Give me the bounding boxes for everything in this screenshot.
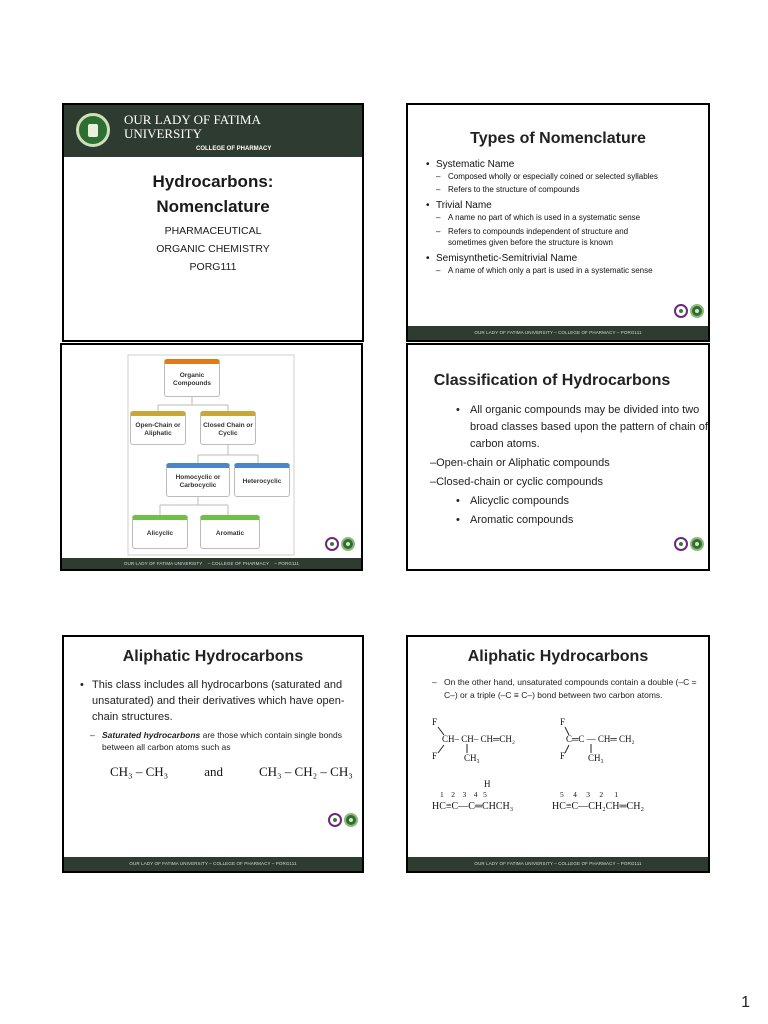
slide-logos xyxy=(674,304,704,318)
slide-title-text xyxy=(64,169,362,219)
fluorine-top: F xyxy=(432,717,438,727)
subtitle-line-2: ORGANIC CHEMISTRY xyxy=(156,243,270,255)
intro-dash: – On the other hand, unsaturated compounds contain a double (–C = C–) or a triple (–C ≡ C–) bond between two carbon atoms. xyxy=(422,676,710,702)
slide-logos xyxy=(674,537,704,551)
ethane-formula: CH₃ – CH₃ xyxy=(110,764,169,779)
university-logo-icon xyxy=(690,537,704,551)
structure-chain: CH– CH– CH═CH₂ xyxy=(442,734,516,744)
slide-footer: OUR LADY OF FATIMA UNIVERSITY – COLLEGE OF PHARMACY – PORG111 xyxy=(408,326,708,340)
page-number: 1 xyxy=(741,994,750,1011)
fluorine-bottom: F xyxy=(560,751,566,761)
slide-heading: Classification of Hydrocarbons xyxy=(433,372,671,389)
slide-footer: OUR LADY OF FATIMA UNIVERSITY – COLLEGE OF PHARMACY – PORG111 xyxy=(62,558,361,569)
subtitle-line-1: PHARMACEUTICAL xyxy=(164,225,262,237)
slide-classification-chart xyxy=(60,343,363,571)
emphasis-term: Saturated hydrocarbons xyxy=(102,730,201,740)
university-logo-icon xyxy=(344,813,358,827)
nomenclature-list xyxy=(426,159,710,276)
college-name: COLLEGE OF PHARMACY xyxy=(196,146,272,152)
slide-heading: Aliphatic Hydrocarbons xyxy=(467,648,649,665)
node-organic-compounds: Organic Compounds xyxy=(164,359,220,397)
bullet-semisynthetic: • Semisynthetic-Semitrivial Name xyxy=(426,253,710,264)
title-line-1: Hydrocarbons: xyxy=(152,172,274,191)
slide-logos xyxy=(328,813,358,827)
formula: HC≡C—C═CHCH₃ xyxy=(432,801,514,812)
bullet-intro: • All organic compounds may be divided into two broad classes based upon the pattern of chain of carbon atoms. xyxy=(456,402,710,453)
methyl-group: CH₃ xyxy=(464,753,480,763)
slide-footer: OUR LADY OF FATIMA UNIVERSITY – COLLEGE OF PHARMACY – PORG111 xyxy=(408,857,708,871)
node-heterocyclic: Heterocyclic xyxy=(234,463,290,497)
node-closed-chain: Closed Chain or Cyclic xyxy=(200,411,256,445)
fluorine-bottom: F xyxy=(432,751,438,761)
fluorine-top: F xyxy=(560,717,566,727)
structure-3 xyxy=(432,779,562,829)
subtitle-line-3: PORG111 xyxy=(189,261,237,273)
slide-types-of-nomenclature xyxy=(406,103,710,342)
node-aromatic: Aromatic xyxy=(200,515,260,549)
university-logo-icon xyxy=(341,537,355,551)
university-header xyxy=(64,105,362,157)
formula-row xyxy=(110,764,360,780)
slide-aliphatic-saturated xyxy=(62,635,364,873)
bullet-intro: • This class includes all hydrocarbons (saturated and unsaturated) and their derivatives which have open-chain structures. xyxy=(80,677,364,725)
aliphatic-body xyxy=(80,677,364,753)
slide-logos xyxy=(325,537,355,551)
methyl-group: CH₃ xyxy=(588,753,604,763)
bullet-alicyclic: • Alicyclic compounds xyxy=(456,493,710,510)
sub-bullet: – A name of which only a part is used in a systematic sense xyxy=(426,266,710,276)
classification-body xyxy=(430,402,710,529)
node-homocyclic: Homocyclic or Carbocyclic xyxy=(166,463,230,497)
slide-heading: Aliphatic Hydrocarbons xyxy=(122,648,304,665)
sub-bullet-text: are those which contain single bonds between all carbon atoms such as xyxy=(102,730,343,752)
pharmacy-logo-icon xyxy=(325,537,339,551)
title-line-2: Nomenclature xyxy=(156,197,270,216)
university-name: OUR LADY OF FATIMA UNIVERSITY xyxy=(124,112,261,141)
and-text: and xyxy=(204,764,223,779)
structure-4 xyxy=(552,779,702,829)
slide-classification-hydrocarbons xyxy=(406,343,710,571)
slide-aliphatic-unsaturated xyxy=(406,635,710,873)
structure-chain: C═C — CH═ CH₂ xyxy=(566,734,635,744)
bond-lines xyxy=(558,717,618,773)
dash-closed-chain: –Closed-chain or cyclic compounds xyxy=(430,476,604,488)
sub-bullet: – Refers to the structure of compounds xyxy=(426,185,710,195)
bullet-systematic: • Systematic Name xyxy=(426,159,710,170)
node-alicyclic: Alicyclic xyxy=(132,515,188,549)
bullet-aromatic: • Aromatic compounds xyxy=(456,512,710,529)
sub-bullet-saturated xyxy=(80,729,364,753)
slide-heading: Types of Nomenclature xyxy=(470,130,646,147)
structure-1 xyxy=(430,717,540,773)
bullet-trivial: • Trivial Name xyxy=(426,200,710,211)
carbon-numbering: 5 4 3 2 1 xyxy=(560,790,619,799)
hydrogen-label: H xyxy=(484,779,491,789)
sub-bullet: – A name no part of which is used in a systematic sense xyxy=(426,213,710,223)
propane-formula: CH₃ – CH₂ – CH₃ xyxy=(258,764,353,779)
formula: HC≡C—CH₂CH═CH₂ xyxy=(552,801,644,812)
sub-bullet: – Composed wholly or especially coined or selected syllables xyxy=(426,172,710,182)
pharmacy-logo-icon xyxy=(674,304,688,318)
slide-footer: OUR LADY OF FATIMA UNIVERSITY – COLLEGE OF PHARMACY – PORG111 xyxy=(64,857,362,871)
university-seal-logo xyxy=(76,113,110,147)
node-open-chain: Open-Chain or Aliphatic xyxy=(130,411,186,445)
sub-bullet: – Refers to compounds independent of structure and sometimes given before the structure is known xyxy=(426,226,710,248)
pharmacy-logo-icon xyxy=(674,537,688,551)
structure-2 xyxy=(558,717,698,773)
course-subtitle xyxy=(64,222,362,276)
dash-open-chain: –Open-chain or Aliphatic compounds xyxy=(430,457,610,469)
university-logo-icon xyxy=(690,304,704,318)
pharmacy-logo-icon xyxy=(328,813,342,827)
carbon-numbering: 1 2 3 4 5 xyxy=(440,790,487,799)
slide-title xyxy=(62,103,364,342)
bond-lines xyxy=(430,717,490,773)
